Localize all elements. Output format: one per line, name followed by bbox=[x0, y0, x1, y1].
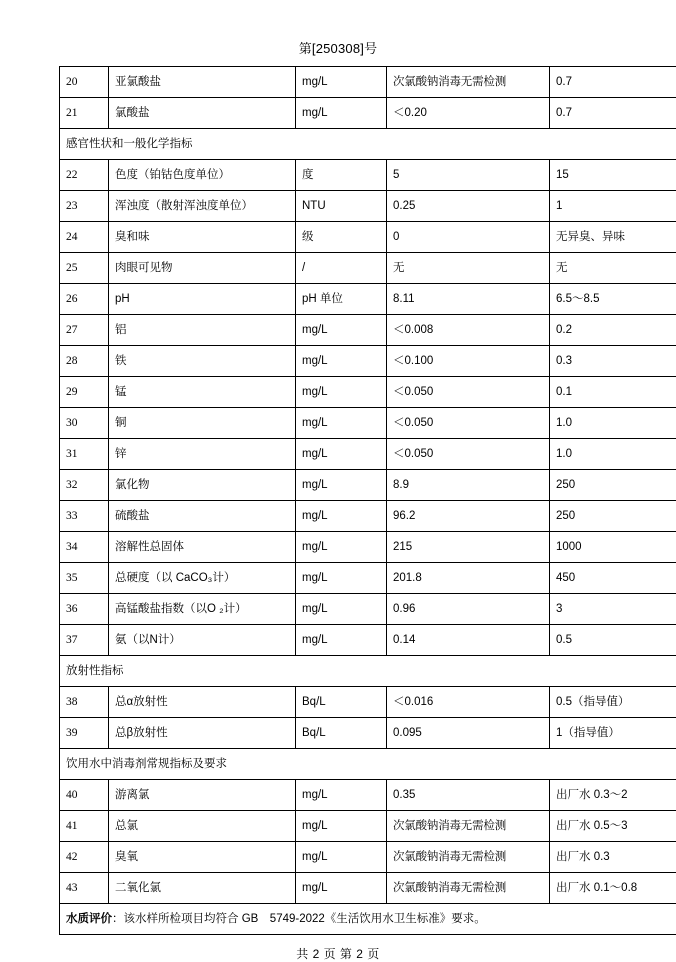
cell-limit: 1.0 bbox=[550, 408, 676, 439]
evaluation-row bbox=[60, 904, 676, 935]
cell-item-name: 氯酸盐 bbox=[109, 98, 296, 129]
table-row bbox=[60, 501, 676, 532]
cell-limit: 250 bbox=[550, 470, 676, 501]
cell-index: 38 bbox=[60, 687, 109, 718]
table-row bbox=[60, 687, 676, 718]
evaluation-label: 水质评价 bbox=[66, 913, 112, 925]
cell-result: 次氯酸钠消毒无需检测 bbox=[387, 811, 550, 842]
table-row bbox=[60, 160, 676, 191]
table-row bbox=[60, 67, 676, 98]
cell-unit: Bq/L bbox=[296, 687, 387, 718]
cell-result: 次氯酸钠消毒无需检测 bbox=[387, 842, 550, 873]
cell-limit: 3 bbox=[550, 594, 676, 625]
cell-unit: mg/L bbox=[296, 780, 387, 811]
cell-limit: 0.5 bbox=[550, 625, 676, 656]
cell-item-name: 肉眼可见物 bbox=[109, 253, 296, 284]
cell-unit: mg/L bbox=[296, 811, 387, 842]
cell-result: 次氯酸钠消毒无需检测 bbox=[387, 67, 550, 98]
cell-item-name: 氯化物 bbox=[109, 470, 296, 501]
cell-limit: 15 bbox=[550, 160, 676, 191]
cell-index: 36 bbox=[60, 594, 109, 625]
cell-limit: 6.5～8.5 bbox=[550, 284, 676, 315]
cell-result: ＜0.050 bbox=[387, 377, 550, 408]
table-row bbox=[60, 377, 676, 408]
cell-result: 96.2 bbox=[387, 501, 550, 532]
evaluation-cell bbox=[60, 904, 676, 935]
table-row bbox=[60, 315, 676, 346]
cell-result: ＜0.100 bbox=[387, 346, 550, 377]
table-row bbox=[60, 284, 676, 315]
table-row bbox=[60, 98, 676, 129]
cell-result: ＜0.20 bbox=[387, 98, 550, 129]
cell-limit: 0.1 bbox=[550, 377, 676, 408]
cell-result: 8.11 bbox=[387, 284, 550, 315]
cell-limit: 无异臭、异味 bbox=[550, 222, 676, 253]
cell-item-name: 总氯 bbox=[109, 811, 296, 842]
cell-index: 43 bbox=[60, 873, 109, 904]
cell-index: 37 bbox=[60, 625, 109, 656]
table-row bbox=[60, 563, 676, 594]
cell-unit: mg/L bbox=[296, 346, 387, 377]
cell-item-name: 总β放射性 bbox=[109, 718, 296, 749]
cell-result: ＜0.016 bbox=[387, 687, 550, 718]
cell-item-name: 总α放射性 bbox=[109, 687, 296, 718]
cell-item-name: pH bbox=[109, 284, 296, 315]
section-title: 饮用水中消毒剂常规指标及要求 bbox=[60, 749, 676, 780]
cell-item-name: 铁 bbox=[109, 346, 296, 377]
cell-unit: mg/L bbox=[296, 67, 387, 98]
cell-unit: mg/L bbox=[296, 563, 387, 594]
cell-limit: 0.7 bbox=[550, 67, 676, 98]
cell-item-name: 硫酸盐 bbox=[109, 501, 296, 532]
cell-result: 无 bbox=[387, 253, 550, 284]
evaluation-text: ：该水样所检项目均符合 GB 5749-2022《生活饮用水卫生标准》要求。 bbox=[112, 913, 486, 925]
cell-unit: / bbox=[296, 253, 387, 284]
cell-item-name: 高锰酸盐指数（以O ₂计） bbox=[109, 594, 296, 625]
cell-unit: mg/L bbox=[296, 439, 387, 470]
cell-unit: pH 单位 bbox=[296, 284, 387, 315]
cell-unit: mg/L bbox=[296, 873, 387, 904]
table-row bbox=[60, 811, 676, 842]
cell-unit: mg/L bbox=[296, 98, 387, 129]
table-row bbox=[60, 625, 676, 656]
cell-index: 42 bbox=[60, 842, 109, 873]
table-section-row bbox=[60, 129, 676, 160]
cell-unit: 级 bbox=[296, 222, 387, 253]
cell-item-name: 氨（以N计） bbox=[109, 625, 296, 656]
cell-result: 0 bbox=[387, 222, 550, 253]
table-row bbox=[60, 253, 676, 284]
cell-limit: 出厂水 0.1～0.8 bbox=[550, 873, 676, 904]
cell-limit: 0.3 bbox=[550, 346, 676, 377]
cell-index: 35 bbox=[60, 563, 109, 594]
cell-index: 21 bbox=[60, 98, 109, 129]
cell-result: 次氯酸钠消毒无需检测 bbox=[387, 873, 550, 904]
cell-limit: 250 bbox=[550, 501, 676, 532]
page-footer: 共 2 页 第 2 页 bbox=[0, 945, 676, 962]
cell-limit: 1（指导值） bbox=[550, 718, 676, 749]
cell-item-name: 溶解性总固体 bbox=[109, 532, 296, 563]
cell-unit: Bq/L bbox=[296, 718, 387, 749]
table-row bbox=[60, 873, 676, 904]
cell-unit: mg/L bbox=[296, 594, 387, 625]
cell-limit: 出厂水 0.3 bbox=[550, 842, 676, 873]
table-row bbox=[60, 222, 676, 253]
table-row bbox=[60, 346, 676, 377]
cell-item-name: 浑浊度（散射浑浊度单位） bbox=[109, 191, 296, 222]
cell-index: 22 bbox=[60, 160, 109, 191]
cell-result: ＜0.050 bbox=[387, 408, 550, 439]
table-row bbox=[60, 718, 676, 749]
cell-item-name: 二氧化氯 bbox=[109, 873, 296, 904]
document-number: 第[250308]号 bbox=[0, 0, 676, 66]
cell-unit: NTU bbox=[296, 191, 387, 222]
cell-item-name: 总硬度（以 CaCO₃计） bbox=[109, 563, 296, 594]
cell-limit: 1 bbox=[550, 191, 676, 222]
cell-index: 29 bbox=[60, 377, 109, 408]
cell-index: 32 bbox=[60, 470, 109, 501]
cell-unit: 度 bbox=[296, 160, 387, 191]
cell-index: 41 bbox=[60, 811, 109, 842]
cell-item-name: 铝 bbox=[109, 315, 296, 346]
table-section-row bbox=[60, 749, 676, 780]
cell-item-name: 臭和味 bbox=[109, 222, 296, 253]
cell-index: 33 bbox=[60, 501, 109, 532]
cell-result: 8.9 bbox=[387, 470, 550, 501]
cell-limit: 0.5（指导值） bbox=[550, 687, 676, 718]
cell-result: ＜0.050 bbox=[387, 439, 550, 470]
cell-result: ＜0.008 bbox=[387, 315, 550, 346]
cell-index: 28 bbox=[60, 346, 109, 377]
cell-unit: mg/L bbox=[296, 842, 387, 873]
cell-result: 0.25 bbox=[387, 191, 550, 222]
cell-unit: mg/L bbox=[296, 408, 387, 439]
cell-item-name: 色度（铂钴色度单位） bbox=[109, 160, 296, 191]
section-title: 放射性指标 bbox=[60, 656, 676, 687]
cell-unit: mg/L bbox=[296, 470, 387, 501]
cell-item-name: 游离氯 bbox=[109, 780, 296, 811]
cell-limit: 无 bbox=[550, 253, 676, 284]
section-title: 感官性状和一般化学指标 bbox=[60, 129, 676, 160]
water-quality-table-wrapper bbox=[59, 66, 617, 935]
table-section-row bbox=[60, 656, 676, 687]
cell-limit: 出厂水 0.5～3 bbox=[550, 811, 676, 842]
table-row bbox=[60, 408, 676, 439]
cell-item-name: 锌 bbox=[109, 439, 296, 470]
cell-index: 30 bbox=[60, 408, 109, 439]
cell-item-name: 铜 bbox=[109, 408, 296, 439]
cell-unit: mg/L bbox=[296, 377, 387, 408]
cell-limit: 0.7 bbox=[550, 98, 676, 129]
table-row bbox=[60, 191, 676, 222]
cell-index: 24 bbox=[60, 222, 109, 253]
table-row bbox=[60, 532, 676, 563]
cell-result: 0.35 bbox=[387, 780, 550, 811]
water-quality-table bbox=[59, 66, 676, 935]
table-row bbox=[60, 594, 676, 625]
table-row bbox=[60, 439, 676, 470]
cell-unit: mg/L bbox=[296, 501, 387, 532]
cell-result: 0.96 bbox=[387, 594, 550, 625]
cell-unit: mg/L bbox=[296, 315, 387, 346]
cell-index: 27 bbox=[60, 315, 109, 346]
cell-index: 34 bbox=[60, 532, 109, 563]
table-row bbox=[60, 842, 676, 873]
cell-item-name: 臭氧 bbox=[109, 842, 296, 873]
cell-limit: 0.2 bbox=[550, 315, 676, 346]
table-row bbox=[60, 780, 676, 811]
cell-index: 25 bbox=[60, 253, 109, 284]
cell-index: 39 bbox=[60, 718, 109, 749]
cell-index: 20 bbox=[60, 67, 109, 98]
cell-index: 23 bbox=[60, 191, 109, 222]
table-body bbox=[60, 67, 676, 935]
cell-result: 201.8 bbox=[387, 563, 550, 594]
table-row bbox=[60, 470, 676, 501]
cell-result: 215 bbox=[387, 532, 550, 563]
cell-index: 40 bbox=[60, 780, 109, 811]
cell-result: 0.095 bbox=[387, 718, 550, 749]
cell-limit: 1.0 bbox=[550, 439, 676, 470]
cell-result: 5 bbox=[387, 160, 550, 191]
cell-unit: mg/L bbox=[296, 532, 387, 563]
cell-item-name: 锰 bbox=[109, 377, 296, 408]
cell-result: 0.14 bbox=[387, 625, 550, 656]
cell-limit: 450 bbox=[550, 563, 676, 594]
cell-index: 26 bbox=[60, 284, 109, 315]
cell-limit: 1000 bbox=[550, 532, 676, 563]
cell-item-name: 亚氯酸盐 bbox=[109, 67, 296, 98]
cell-limit: 出厂水 0.3～2 bbox=[550, 780, 676, 811]
cell-unit: mg/L bbox=[296, 625, 387, 656]
cell-index: 31 bbox=[60, 439, 109, 470]
